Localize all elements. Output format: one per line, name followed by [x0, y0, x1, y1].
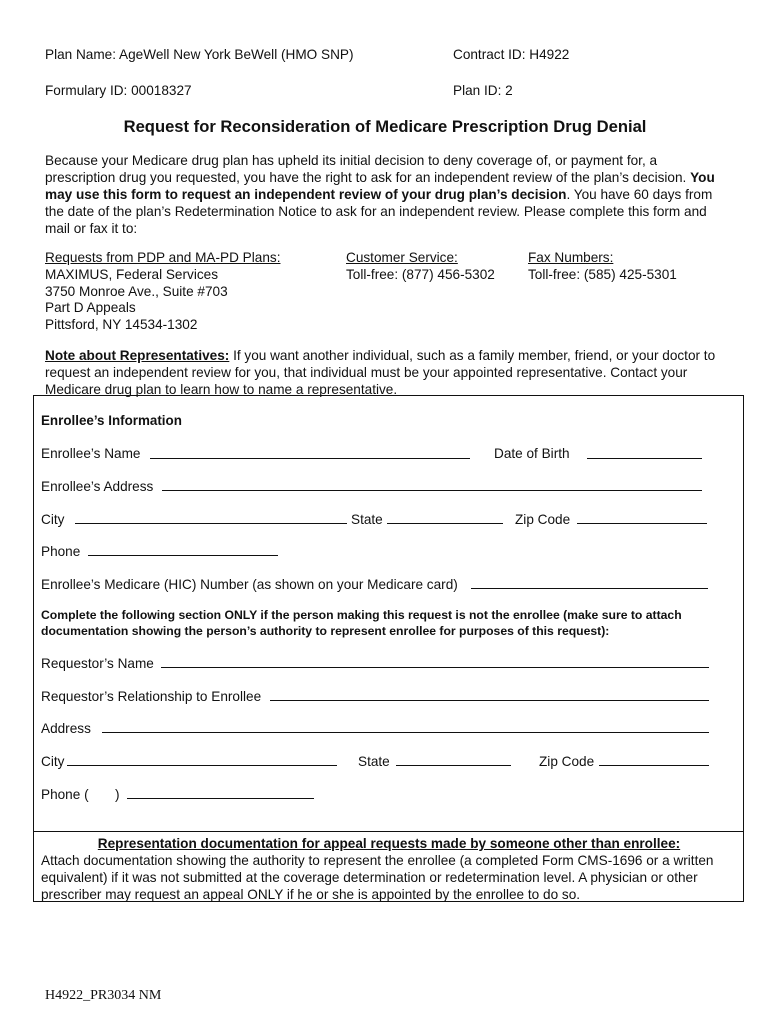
intro-bold-text: You may use this form to request an independent review of your drug plan’s decision: [45, 170, 715, 202]
enrollee-phone-label: Phone: [41, 544, 81, 559]
date-of-birth-field[interactable]: [587, 458, 702, 459]
enrollee-name-label: Enrollee’s Name: [41, 446, 141, 461]
requestor-city-field[interactable]: [67, 765, 337, 766]
representatives-note: [45, 347, 721, 398]
representation-text: Attach documentation showing the authority to represent the enrollee (a completed Form CMS-1696 or a written equivalent) if it was not submitted at the coverage determination or redetermination level. A physician or other prescriber may request an appeal ONLY if he or she is appointed by the enrollee to do so.: [41, 853, 714, 902]
enrollee-zip-field[interactable]: [577, 523, 707, 524]
requestor-relationship-field[interactable]: [270, 700, 709, 701]
hic-number-field[interactable]: [471, 588, 708, 589]
requestor-relationship-label: Requestor’s Relationship to Enrollee: [41, 689, 262, 704]
address-line-3: Part D Appeals: [45, 300, 136, 315]
enrollee-address-label: Enrollee’s Address: [41, 479, 154, 494]
fax-heading: Fax Numbers:: [528, 250, 614, 265]
address-line-1: MAXIMUS, Federal Services: [45, 267, 218, 282]
fax-number: Toll-free: (585) 425-5301: [528, 267, 677, 282]
page-title: Request for Reconsideration of Medicare Prescription Drug Denial: [123, 117, 647, 136]
requestor-phone-label: Phone ( ): [41, 787, 120, 802]
enrollee-name-field[interactable]: [150, 458, 470, 459]
requestor-name-label: Requestor’s Name: [41, 656, 154, 671]
hic-number-label: Enrollee’s Medicare (HIC) Number (as shown on your Medicare card): [41, 577, 458, 592]
enrollee-state-field[interactable]: [387, 523, 503, 524]
requestor-address-field[interactable]: [102, 732, 709, 733]
plan-id: Plan ID: 2: [453, 83, 513, 98]
enrollee-city-field[interactable]: [75, 523, 347, 524]
enrollee-city-label: City: [41, 512, 65, 527]
requests-heading: Requests from PDP and MA-PD Plans:: [45, 250, 281, 265]
requestor-phone-field[interactable]: [127, 798, 314, 799]
customer-service-phone: Toll-free: (877) 456-5302: [346, 267, 495, 282]
intro-text-before: Because your Medicare drug plan has upheld its initial decision to deny coverage of, or payment for, a prescription drug you requested, you have the right to ask for an independent review of the plan’s decision.: [45, 153, 691, 185]
enrollee-state-label: State: [351, 512, 383, 527]
requestor-city-label: City: [41, 754, 65, 769]
requestor-state-field[interactable]: [396, 765, 511, 766]
address-line-4: Pittsford, NY 14534-1302: [45, 317, 198, 332]
requestor-name-field[interactable]: [161, 667, 709, 668]
requestor-zip-field[interactable]: [599, 765, 709, 766]
customer-service-heading: Customer Service:: [346, 250, 458, 265]
representation-heading: Representation documentation for appeal requests made by someone other than enrollee:: [97, 836, 681, 851]
requestor-address-label: Address: [41, 721, 91, 736]
representatives-note-label: Note about Representatives:: [45, 348, 230, 363]
address-line-2: 3750 Monroe Ave., Suite #703: [45, 284, 228, 299]
form-code: H4922_PR3034 NM: [45, 988, 162, 1003]
requestor-instruction: Complete the following section ONLY if the person making this request is not the enrollee (make sure to attach documentation showing the person’s authority to represent enrollee for purposes of this request):: [41, 608, 682, 638]
date-of-birth-label: Date of Birth: [494, 446, 570, 461]
enrollee-zip-label: Zip Code: [515, 512, 571, 527]
form-box: [33, 395, 744, 902]
representatives-note-text: If you want another individual, such as a family member, friend, or your doctor to request an independent review for you, that individual must be your appointed representative. Contact your Medicare drug plan to learn how to name a representative.: [45, 348, 716, 397]
requestor-state-label: State: [358, 754, 390, 769]
formulary-id: Formulary ID: 00018327: [45, 83, 192, 98]
enrollee-info-heading: Enrollee’s Information: [41, 413, 182, 428]
enrollee-address-field[interactable]: [162, 490, 702, 491]
form-divider: [33, 831, 743, 832]
plan-name: Plan Name: AgeWell New York BeWell (HMO SNP): [45, 47, 354, 62]
requestor-zip-label: Zip Code: [539, 754, 595, 769]
intro-text-after: . You have 60 days from the date of the plan’s Redetermination Notice to ask for an independent review. Please complete this form and mail or fax it to:: [45, 187, 713, 236]
intro-paragraph: [45, 152, 717, 237]
contract-id: Contract ID: H4922: [453, 47, 570, 62]
enrollee-phone-field[interactable]: [88, 555, 278, 556]
